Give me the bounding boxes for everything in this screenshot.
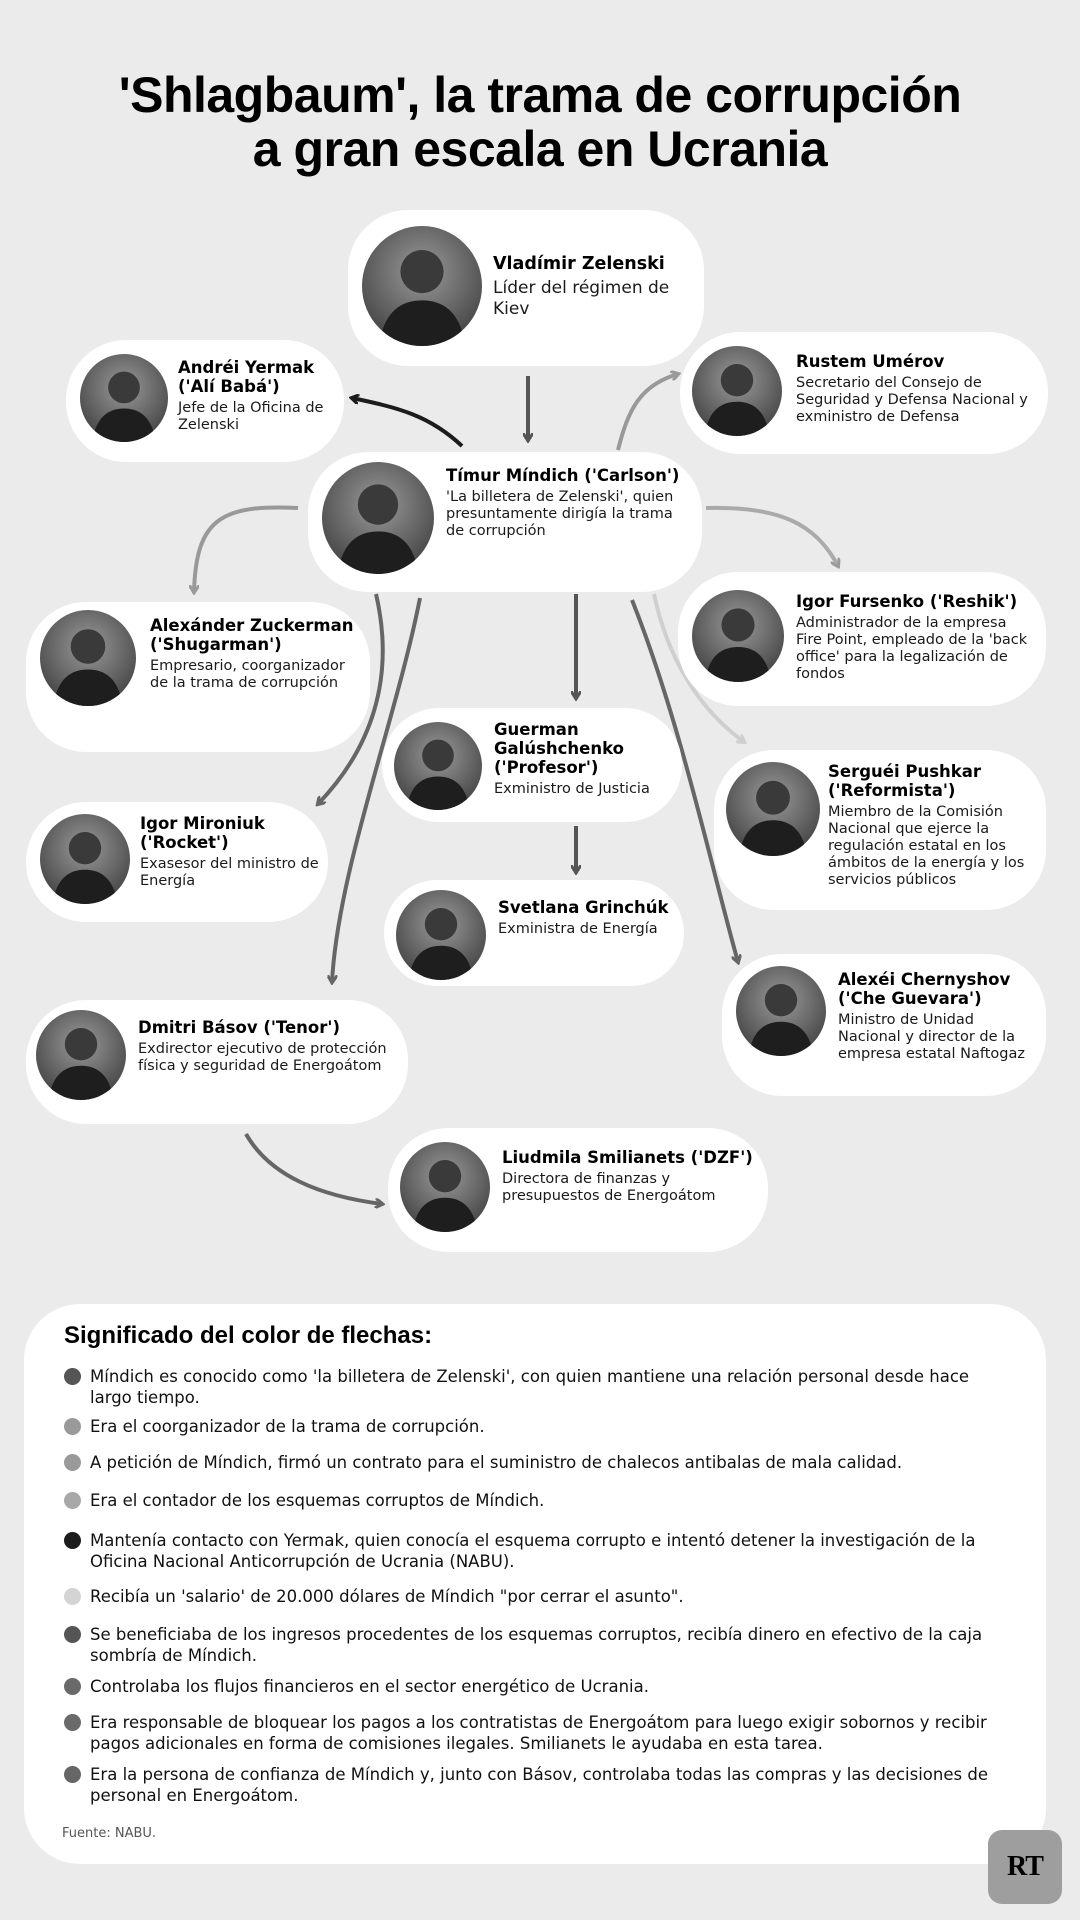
person-photo-icon [80, 354, 168, 442]
person-photo-icon [692, 346, 782, 436]
legend-item: Míndich es conocido como 'la billetera de Zelenski', con quien mantiene una relación personal desde hace largo tiempo. [64, 1366, 1004, 1408]
name-chernyshov: Alexéi Chernyshov ('Che Guevara') [838, 970, 1011, 1008]
avatar-zuckerman [40, 610, 136, 706]
color-dot-icon [64, 1454, 81, 1471]
avatar-grinchuk [396, 890, 486, 980]
name-zuckerman: Alexánder Zuckerman ('Shugarman') [150, 616, 354, 654]
card-yermak [66, 340, 344, 462]
avatar-smilianets [400, 1142, 490, 1232]
desc-grinchuk: Exministra de Energía [498, 921, 658, 937]
legend-item: Mantenía contacto con Yermak, quien conocía el esquema corrupto e intentó detener la investigación de la Oficina Nacional Anticorrupción de Ucrania (NABU). [64, 1530, 1004, 1572]
avatar-mironiuk [40, 814, 130, 904]
person-photo-icon [394, 722, 482, 810]
legend-title: Significado del color de flechas: [64, 1322, 433, 1349]
card-mironiuk [26, 802, 328, 922]
name-yermak: Andréi Yermak ('Alí Babá') [178, 358, 315, 396]
avatar-umerov [692, 346, 782, 436]
legend-item: Era el coorganizador de la trama de corrupción. [64, 1416, 1004, 1437]
avatar-chernyshov [736, 966, 826, 1056]
name-smilianets: Liudmila Smilianets ('DZF') [502, 1148, 753, 1167]
desc-galushchenko: Exministro de Justicia [494, 781, 650, 797]
desc-zuckerman: Empresario, coorganizador de la trama de corrupción [150, 658, 345, 691]
card-zuckerman [26, 602, 370, 752]
arrow-mindich-yermak [352, 398, 462, 446]
avatar-fursenko [692, 590, 784, 682]
avatar-pushkar [726, 762, 820, 856]
name-pushkar: Serguéi Pushkar ('Reformista') [828, 762, 982, 800]
card-pushkar [714, 750, 1046, 910]
color-dot-icon [64, 1532, 81, 1549]
person-photo-icon [692, 590, 784, 682]
card-zelenski [348, 210, 704, 366]
title-line-2: a gran escala en Ucrania [252, 121, 828, 177]
name-mindich: Tímur Míndich ('Carlson') [446, 466, 680, 485]
legend-item: Era la persona de confianza de Míndich y, junto con Básov, controlaba todas las compras y las decisiones de personal en Energoátom. [64, 1764, 1004, 1806]
legend-item: Se beneficiaba de los ingresos procedentes de los esquemas corruptos, recibía dinero en efectivo de la caja sombría de Míndich. [64, 1624, 1004, 1666]
person-photo-icon [396, 890, 486, 980]
avatar-yermak [80, 354, 168, 442]
card-fursenko [678, 572, 1046, 706]
person-photo-icon [726, 762, 820, 856]
name-umerov: Rustem Umérov [796, 352, 945, 371]
name-zelenski: Vladímir Zelenski [493, 254, 665, 274]
card-basov [26, 1000, 408, 1124]
person-photo-icon [40, 814, 130, 904]
card-umerov [680, 332, 1048, 454]
desc-yermak: Jefe de la Oficina de Zelenski [178, 400, 324, 433]
person-photo-icon [400, 1142, 490, 1232]
legend-item: A petición de Míndich, firmó un contrato para el suministro de chalecos antibalas de mala calidad. [64, 1452, 1004, 1473]
avatar-mindich [322, 462, 434, 574]
desc-pushkar: Miembro de la Comisión Nacional que ejerce la regulación estatal en los ámbitos de la energía y los servicios públicos [828, 804, 1025, 888]
avatar-galushchenko [394, 722, 482, 810]
color-dot-icon [64, 1766, 81, 1783]
name-grinchuk: Svetlana Grinchúk [498, 898, 669, 917]
person-photo-icon [736, 966, 826, 1056]
name-basov: Dmitri Básov ('Tenor') [138, 1018, 340, 1037]
name-mironiuk: Igor Mironiuk ('Rocket') [140, 814, 265, 852]
desc-zelenski: Líder del régimen de Kiev [493, 278, 670, 319]
card-chernyshov [722, 954, 1046, 1096]
person-photo-icon [40, 610, 136, 706]
name-fursenko: Igor Fursenko ('Reshik') [796, 592, 1018, 611]
color-dot-icon [64, 1368, 81, 1385]
color-dot-icon [64, 1626, 81, 1643]
person-photo-icon [322, 462, 434, 574]
desc-chernyshov: Ministro de Unidad Nacional y director de la empresa estatal Naftogaz [838, 1012, 1025, 1062]
color-dot-icon [64, 1714, 81, 1731]
arrow-basov-smilianets [246, 1134, 382, 1204]
color-dot-icon [64, 1588, 81, 1605]
color-dot-icon [64, 1492, 81, 1509]
legend-item: Era el contador de los esquemas corruptos de Míndich. [64, 1490, 1004, 1511]
person-photo-icon [362, 226, 482, 346]
legend-item: Recibía un 'salario' de 20.000 dólares de Míndich "por cerrar el asunto". [64, 1586, 1004, 1607]
card-grinchuk [384, 880, 684, 986]
rt-logo: RT [988, 1830, 1062, 1904]
color-dot-icon [64, 1678, 81, 1695]
card-smilianets [388, 1128, 768, 1252]
avatar-zelenski [362, 226, 482, 346]
title-line-1: 'Shlagbaum', la trama de corrupción [118, 67, 962, 123]
desc-mindich: 'La billetera de Zelenski', quien presuntamente dirigía la trama de corrupción [446, 489, 674, 539]
legend-item: Era responsable de bloquear los pagos a los contratistas de Energoátom para luego exigir sobornos y recibir pagos adicionales en forma de comisiones ilegales. Smilianets le ayudaba en esta tarea. [64, 1712, 1004, 1754]
desc-umerov: Secretario del Consejo de Seguridad y Defensa Nacional y exministro de Defensa [796, 375, 1028, 425]
person-photo-icon [36, 1010, 126, 1100]
arrow-mindich-umerov [618, 374, 678, 450]
desc-fursenko: Administrador de la empresa Fire Point, empleado de la 'back office' para la legalización de fondos [796, 615, 1028, 682]
desc-mironiuk: Exasesor del ministro de Energía [140, 856, 319, 889]
desc-smilianets: Directora de finanzas y presupuestos de Energoátom [502, 1171, 716, 1204]
name-galushchenko: Guerman Galúshchenko ('Profesor') [494, 720, 624, 777]
card-mindich [308, 452, 702, 592]
avatar-basov [36, 1010, 126, 1100]
source-note: Fuente: NABU. [62, 1826, 157, 1841]
arrow-mindich-fursenko [706, 508, 838, 566]
arrow-mindich-zuckerman [194, 507, 298, 592]
card-galushchenko [382, 708, 682, 822]
desc-basov: Exdirector ejecutivo de protección física y seguridad de Energoátom [138, 1041, 387, 1074]
color-dot-icon [64, 1418, 81, 1435]
legend-item: Controlaba los flujos financieros en el sector energético de Ucrania. [64, 1676, 1004, 1697]
arrow-color-legend [24, 1304, 1046, 1864]
